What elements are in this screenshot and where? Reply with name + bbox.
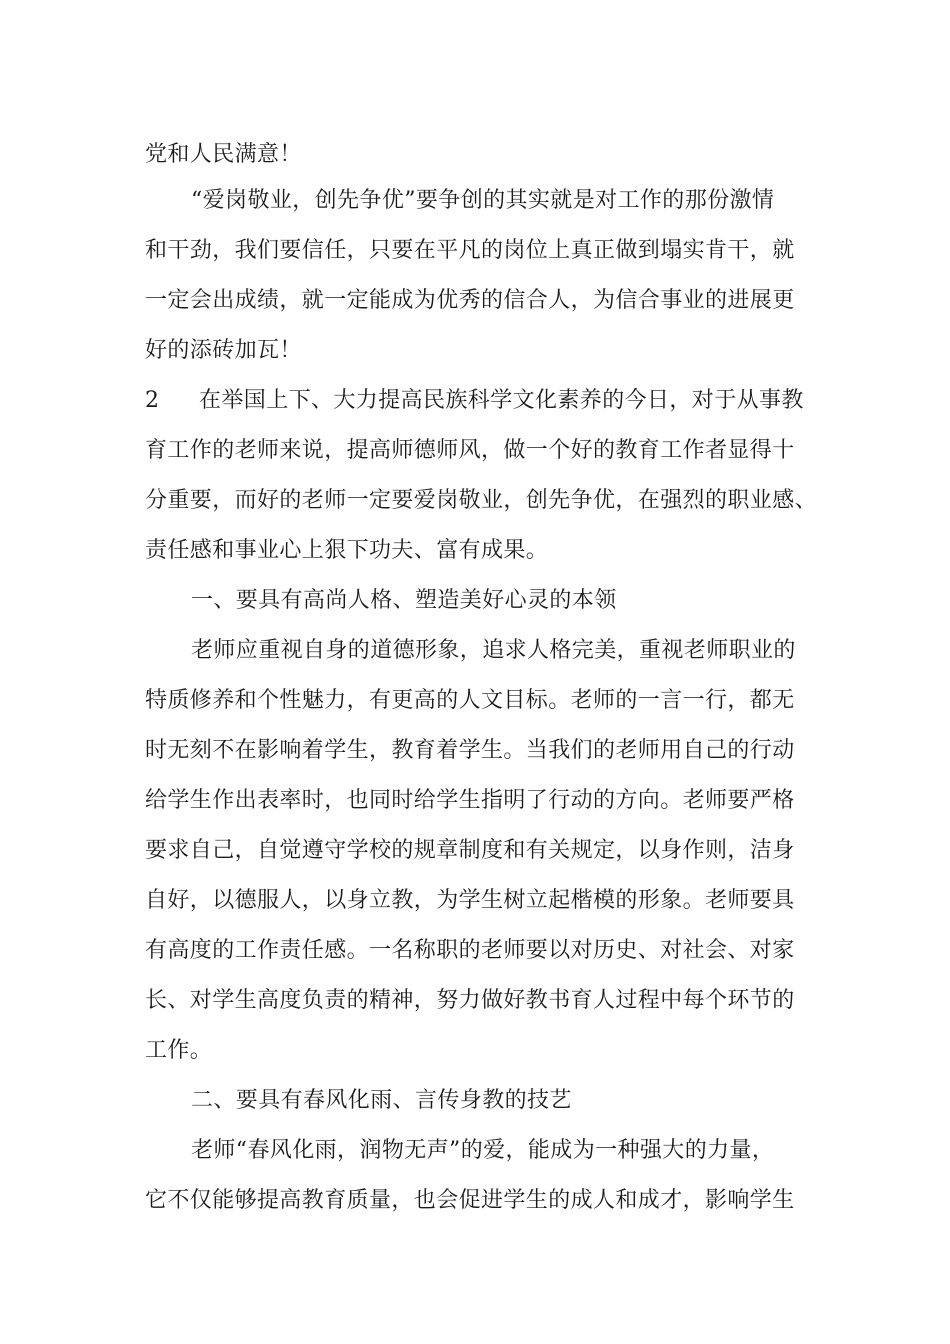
section-heading: 一、要具有高尚人格、塑造美好心灵的本领 (191, 588, 617, 613)
paragraph-line: 分重要，而好的老师一定要爱岗敬业，创先争优，在强烈的职业感、 (145, 488, 818, 513)
paragraph-line: 和干劲，我们要信任，只要在平凡的岗位上真正做到塌实肯干，就 (145, 238, 795, 263)
paragraph-line: 长、对学生高度负责的精神，努力做好教书育人过程中每个环节的 (145, 988, 795, 1013)
paragraph-line: 要求自己，自觉遵守学校的规章制度和有关规定，以身作则，洁身 (145, 838, 795, 863)
paragraph-line: 给学生作出表率时，也同时给学生指明了行动的方向。老师要严格 (145, 788, 795, 813)
section-number: 2 (145, 388, 160, 413)
paragraph-line: 好的添砖加瓦！ (145, 338, 302, 363)
paragraph-line: “爱岗敬业，创先争优”要争创的其实就是对工作的那份激情 (191, 188, 775, 213)
paragraph-line: 时无刻不在影响着学生，教育着学生。当我们的老师用自己的行动 (145, 738, 795, 763)
paragraph-line: 老师“春风化雨，润物无声”的爱，能成为一种强大的力量， (191, 1138, 775, 1163)
paragraph-line: 工作。 (145, 1038, 213, 1063)
paragraph-line: 责任感和事业心上狠下功夫、富有成果。 (145, 538, 549, 563)
paragraph-line: 自好，以德服人，以身立教，为学生树立起楷模的形象。老师要具 (145, 888, 795, 913)
paragraph-line: 特质修养和个性魅力，有更高的人文目标。老师的一言一行，都无 (145, 688, 795, 713)
paragraph-line: 有高度的工作责任感。一名称职的老师要以对历史、对社会、对家 (145, 938, 795, 963)
paragraph-line: 它不仅能够提高教育质量，也会促进学生的成人和成才，影响学生 (145, 1188, 795, 1213)
paragraph-line: 党和人民满意！ (145, 142, 302, 167)
paragraph-line: 老师应重视自身的道德形象，追求人格完美，重视老师职业的 (191, 638, 796, 663)
paragraph-line: 育工作的老师来说，提高师德师风，做一个好的教育工作者显得十 (145, 438, 795, 463)
section-heading: 二、要具有春风化雨、言传身教的技艺 (191, 1088, 572, 1113)
numbered-paragraph-line (145, 386, 815, 416)
paragraph-line: 一定会出成绩，就一定能成为优秀的信合人，为信合事业的进展更 (145, 288, 795, 313)
section-first-line: 在举国上下、大力提高民族科学文化素养的今日，对于从事教 (199, 388, 804, 413)
